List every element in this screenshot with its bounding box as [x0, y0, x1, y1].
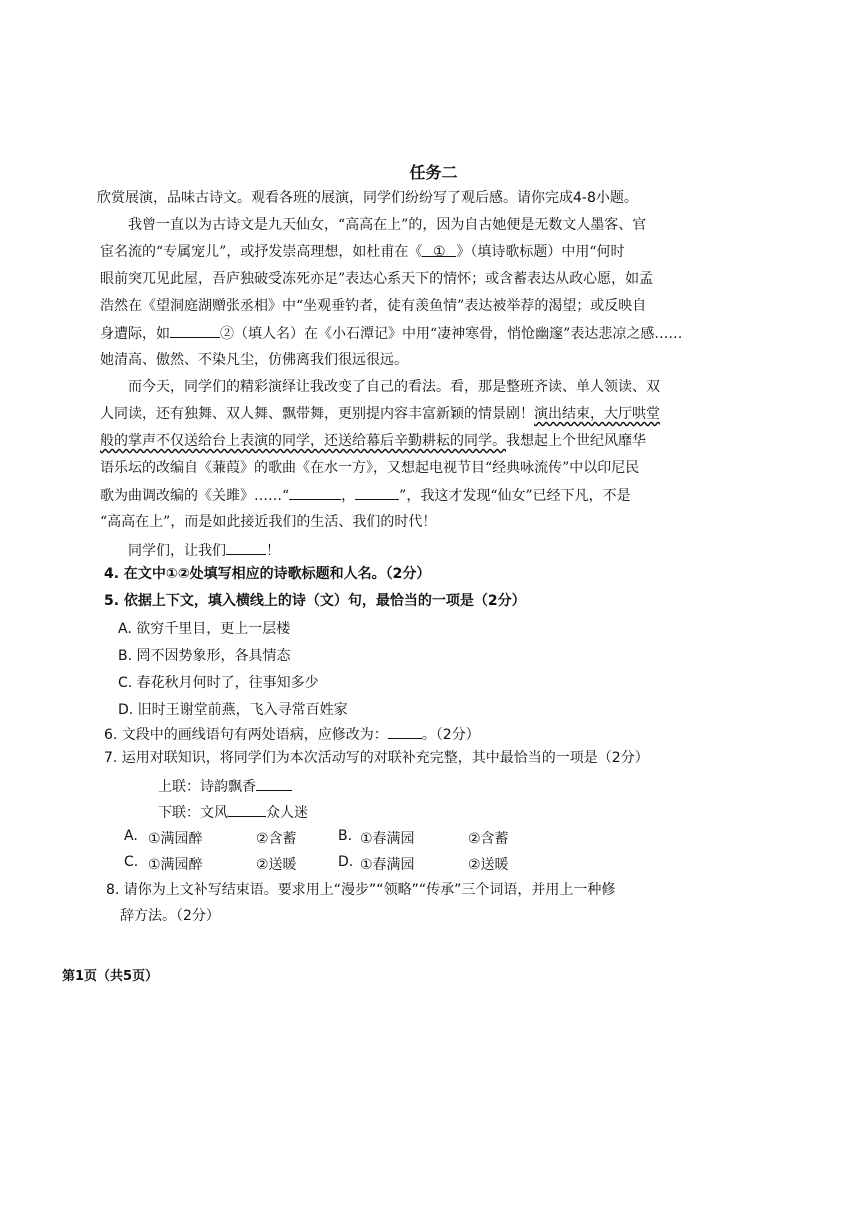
q7-lower-a: 下联：文风	[158, 805, 228, 821]
q7-option-a-2: ②含蓄	[256, 831, 297, 847]
p1-line-2-a: 宦名流的“专属宠儿”，或抒发崇高理想，如杜甫在《	[100, 244, 423, 260]
p2-line-5-b: ”，我这才发现“仙女”已经下凡，不是	[399, 488, 631, 504]
p1-line-2	[100, 242, 750, 262]
p1-line-3: 眼前突兀见此屋，吾庐独破受冻死亦足”表达心系天下的情怀；或含蓄表达从政心愿，如孟	[100, 271, 654, 287]
p2-line-3	[100, 431, 750, 451]
p2-line-4: 语乐坛的改编自《蒹葭》的歌曲《在水一方》，又想起电视节目“经典咏流传”中以印尼民	[100, 460, 640, 476]
page-footer: 第1页（共5页）	[62, 969, 159, 984]
question-4: 4. 在文中①②处填写相应的诗歌标题和人名。（2分）	[104, 566, 431, 582]
q6-suffix: 。（2分）	[421, 727, 480, 743]
p2-line-5	[100, 485, 750, 506]
question-5: 5. 依据上下文，填入横线上的诗（文）句，最恰当的一项是（2分）	[104, 593, 526, 609]
p2-line-1: 而今天，同学们的精彩演绎让我改变了自己的看法。看，那是整班齐读、单人领读、双	[128, 379, 660, 395]
blank-2-marker: ②	[220, 326, 234, 342]
q7-option-c-2: ②送暖	[256, 857, 297, 873]
comma: ，	[341, 488, 356, 504]
underlined-sentence-1: 演出结束，大厅哄堂	[534, 406, 660, 422]
task-title: 任务二	[409, 163, 458, 182]
p1-line-5-a: 身遭际，如	[100, 326, 170, 342]
q7-option-d-2: ②送暖	[468, 857, 509, 873]
blank-poem-1	[289, 485, 341, 500]
p2-line-2-a: 人同读，还有独舞、双人舞、飘带舞，更别提内容丰富新颖的情景剧！	[100, 406, 534, 422]
q7-lower-couplet	[158, 802, 808, 823]
p3-prefix: 同学们，让我们	[128, 543, 226, 559]
q7-option-c-letter: C.	[124, 854, 139, 870]
intro-text: 欣赏展演，品味古诗文。观看各班的展演，同学们纷纷写了观后感。请你完成4-8小题。	[97, 190, 638, 206]
q7-option-b-2: ②含蓄	[468, 831, 509, 847]
p3-suffix: ！	[266, 543, 280, 559]
q7-option-c-1: ①满园醉	[148, 857, 203, 873]
q5-option-a: A. 欲穷千里目，更上一层楼	[118, 621, 291, 637]
question-6	[104, 724, 754, 745]
underlined-sentence-2: 般的掌声不仅送给台上表演的同学，还送给幕后辛勤耕耘的同学。	[100, 433, 506, 449]
q7-lower-b: 众人迷	[266, 805, 308, 821]
question-8-line-2: 辞方法。（2分）	[120, 908, 220, 924]
p1-line-1: 我曾一直以为古诗文是九天仙女，“高高在上”的，因为自古她便是无数文人墨客、官	[128, 217, 647, 233]
q7-option-a-1: ①满园醉	[148, 831, 203, 847]
blank-conclusion	[226, 540, 266, 555]
question-8-line-1: 8. 请你为上文补写结束语。要求用上“漫步”“领略”“传承”三个词语，并用上一种修	[106, 882, 616, 898]
q6-prefix: 6. 文段中的画线语句有两处语病，应修改为：	[104, 727, 388, 743]
blank-poem-2	[355, 485, 399, 500]
q5-option-b: B. 罔不因势象形，各具情态	[118, 648, 291, 664]
q7-upper-couplet	[158, 776, 808, 797]
q7-upper-blank	[256, 776, 292, 791]
p2-line-5-a: 歌为曲调改编的《关雎》……“	[100, 488, 290, 504]
blank-1-marker: ①	[433, 244, 446, 260]
q7-option-b-letter: B.	[338, 828, 353, 844]
question-7: 7. 运用对联知识，将同学们为本次活动写的对联补充完整，其中最恰当的一项是（2分）	[104, 750, 649, 766]
q7-lower-blank	[228, 802, 266, 817]
q7-option-b-1: ①春满园	[360, 831, 415, 847]
q7-option-d-1: ①春满园	[360, 857, 415, 873]
q6-blank	[388, 724, 422, 739]
q5-option-d: D. 旧时王谢堂前燕，飞入寻常百姓家	[118, 702, 348, 718]
blank-2	[170, 323, 220, 338]
p1-line-5-b: （填人名）在《小石潭记》中用“凄神寒骨，悄怆幽邃”表达悲凉之感……	[234, 326, 683, 342]
p2-line-3-b: 我想起上个世纪风靡华	[506, 433, 646, 449]
q7-upper-text: 上联：诗韵飘香	[158, 779, 256, 795]
p1-line-6: 她清高、傲然、不染凡尘，仿佛离我们很远很远。	[100, 352, 408, 368]
p3-line	[128, 540, 778, 561]
blank-1	[422, 242, 456, 260]
p1-line-5	[100, 323, 750, 344]
p1-line-2-b: 》（填诗歌标题）中用“何时	[456, 244, 625, 260]
p2-line-6: “高高在上”，而是如此接近我们的生活、我们的时代！	[100, 514, 437, 530]
q7-option-a-letter: A.	[124, 828, 138, 844]
q7-option-d-letter: D.	[338, 854, 354, 870]
p2-line-2	[100, 404, 750, 424]
q5-option-c: C. 春花秋月何时了，往事知多少	[118, 675, 319, 691]
p1-line-4: 浩然在《望洞庭湖赠张丞相》中“坐观垂钓者，徒有羡鱼情”表达被举荐的渴望；或反映自	[100, 298, 647, 314]
